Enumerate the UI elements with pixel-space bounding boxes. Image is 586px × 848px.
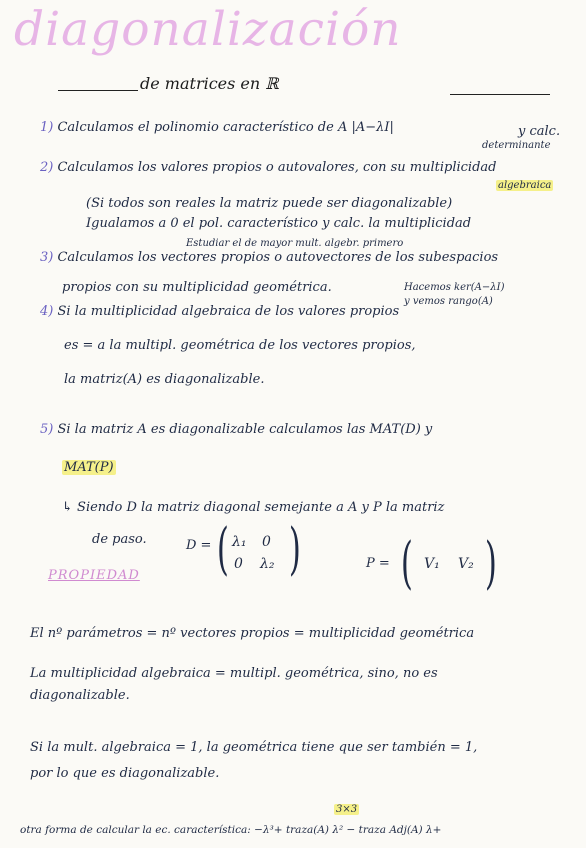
step-5-line4: de paso. [92, 532, 147, 547]
footer-superscript: 3×3 [336, 804, 358, 815]
arrow-icon: ↳ [62, 500, 73, 515]
step-5-text: Si la matriz A es diagonalizable calculamos las MAT(D) y [57, 422, 433, 437]
step-5-number: 5) [40, 422, 54, 437]
step-1-text: Calculamos el polinomio característico de A |A−λI| [57, 120, 394, 135]
step-2-text: Calculamos los valores propios o autovalores, con su multiplicidad [57, 160, 497, 175]
matrix-p-left-paren: ( [400, 531, 413, 596]
step-4-line2: es = a la multipl. geométrica de los vectores propios, [64, 338, 416, 353]
matrix-p-label: P = [366, 556, 390, 571]
step-4 [40, 304, 399, 319]
step-3-line2: propios con su multiplicidad geométrica. [62, 280, 332, 295]
property-line2: La multiplicidad algebraica = multipl. geométrica, sino, no es [30, 666, 438, 681]
step-5-line3 [62, 500, 444, 515]
matrix-d-12: 0 [262, 534, 271, 550]
step-5 [40, 422, 432, 437]
step-2-note2: Igualamos a 0 el pol. característico y calc. la multiplicidad [86, 216, 472, 231]
step-1-number: 1) [40, 120, 54, 135]
step-1 [40, 120, 394, 135]
page-subtitle: de matrices en ℝ [140, 74, 279, 93]
step-2-algebraica: algebraica [498, 180, 552, 191]
property-heading: PROPIEDAD [48, 568, 140, 583]
step-3 [40, 250, 498, 265]
matrix-p-v2: V₂ [458, 556, 474, 572]
subtitle-right-line [450, 94, 550, 95]
subtitle-left-line [58, 90, 138, 91]
step-5-line3-text: Siendo D la matriz diagonal semejante a A y P la matriz [77, 500, 445, 515]
step-3-number: 3) [40, 250, 54, 265]
property-line4: Si la mult. algebraica = 1, la geométrica tiene que ser también = 1, [30, 740, 478, 755]
footer-line: otra forma de calcular la ec. característica: −λ³+ traza(A) λ² − traza Adj(A) λ+ [20, 824, 442, 836]
step-2-number: 2) [40, 160, 54, 175]
property-line5: por lo que es diagonalizable. [30, 766, 220, 781]
matrix-p-v1: V₁ [424, 556, 440, 572]
matrix-p-right-paren: ) [484, 531, 497, 596]
matrix-d-left-paren: ( [216, 517, 229, 582]
step-4-text: Si la multiplicidad algebraica de los valores propios [57, 304, 400, 319]
matrix-d-right-paren: ) [288, 517, 301, 582]
step-5-line2: MAT(P) [64, 460, 114, 475]
property-line1: El nº parámetros = nº vectores propios = multiplicidad geométrica [30, 626, 475, 641]
step-3-side2: y vemos rango(A) [404, 296, 493, 307]
step-3-side1: Hacemos ker(A−λI) [404, 282, 505, 293]
step-1-calc2: determinante [482, 140, 551, 151]
step-4-number: 4) [40, 304, 54, 319]
step-1-calc: y calc. [518, 124, 561, 139]
matrix-d-label: D = [186, 538, 212, 553]
page-title: diagonalización [14, 2, 402, 57]
property-line3: diagonalizable. [30, 688, 130, 703]
step-4-line3: la matriz(A) es diagonalizable. [64, 372, 265, 387]
step-2 [40, 160, 496, 175]
matrix-d-21: 0 [234, 556, 243, 572]
step-3-over-note: Estudiar el de mayor mult. algebr. primero [186, 238, 404, 249]
step-3-text: Calculamos los vectores propios o autovectores de los subespacios [57, 250, 499, 265]
matrix-d-22: λ₂ [260, 556, 275, 572]
step-2-note1: (Si todos son reales la matriz puede ser diagonalizable) [86, 196, 453, 211]
matrix-d-11: λ₁ [232, 534, 247, 550]
